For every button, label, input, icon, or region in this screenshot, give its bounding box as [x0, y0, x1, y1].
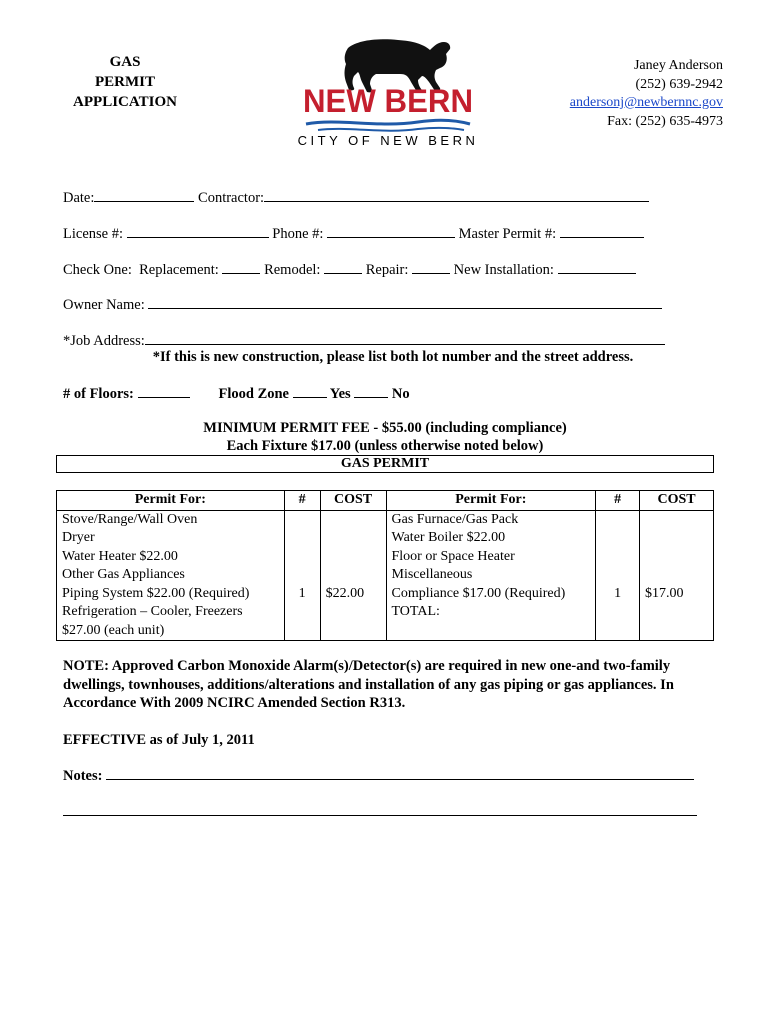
permit-item: Dryer	[62, 530, 95, 545]
owner-name-field[interactable]	[148, 295, 662, 309]
flood-zone-field[interactable]	[293, 384, 327, 398]
contact-name: Janey Anderson	[633, 58, 723, 73]
fee-table	[56, 490, 714, 641]
contractor-label: Contractor:	[198, 190, 265, 206]
city-logo	[288, 30, 488, 152]
title-line: GAS	[109, 54, 141, 70]
permit-item: Refrigeration – Cooler, Freezers	[62, 604, 243, 619]
phone-field[interactable]	[327, 224, 455, 238]
permit-item: Floor or Space Heater	[391, 548, 515, 564]
left-count-cell[interactable]	[284, 510, 320, 641]
table-body	[57, 510, 714, 641]
permit-item: Miscellaneous	[391, 567, 473, 582]
no-label: No	[391, 386, 410, 402]
column-header: COST	[320, 491, 386, 511]
owner-name-label: Owner Name:	[63, 297, 145, 313]
column-header: Permit For:	[386, 491, 596, 511]
svg-text:NEW BERN: NEW BERN	[303, 83, 473, 119]
permit-item: Compliance $17.00 (Required)	[391, 585, 566, 601]
column-header: Permit For:	[57, 491, 285, 511]
compliance-cost: $17.00	[645, 585, 684, 601]
title-line: PERMIT	[95, 74, 155, 90]
notes-field[interactable]	[106, 766, 694, 780]
permit-item: Gas Furnace/Gas Pack	[391, 511, 519, 527]
repair-field[interactable]	[412, 260, 450, 274]
repair-label: Repair:	[365, 262, 409, 278]
yes-label: Yes	[329, 386, 351, 402]
notes-label: Notes:	[63, 768, 103, 784]
new-installation-label: New Installation:	[453, 262, 554, 278]
check-one-row	[63, 260, 636, 279]
yes-field[interactable]	[354, 384, 388, 398]
permit-item: Stove/Range/Wall Oven	[62, 511, 198, 527]
table-header-row	[57, 491, 714, 511]
compliance-count: 1	[614, 585, 622, 601]
form-title	[60, 52, 190, 112]
phone-label: Phone #:	[272, 226, 324, 242]
contact-phone: (252) 639-2942	[635, 76, 723, 92]
column-header: #	[596, 491, 640, 511]
job-address-label: *Job Address:	[63, 333, 145, 349]
permit-item: Water Heater $22.00	[62, 548, 178, 564]
master-permit-field[interactable]	[560, 224, 644, 238]
permit-item: Water Boiler $22.00	[391, 530, 506, 545]
job-address-row	[63, 331, 665, 350]
contact-fax: Fax: (252) 635-4973	[607, 113, 723, 129]
contractor-field[interactable]	[264, 188, 649, 202]
date-contractor-row	[63, 188, 649, 207]
replacement-label: Replacement:	[139, 262, 219, 278]
flood-zone-label: Flood Zone	[218, 386, 289, 402]
gas-permit-banner: GAS PERMIT	[56, 455, 714, 473]
floors-label: # of Floors:	[63, 386, 134, 402]
permit-item: $27.00 (each unit)	[62, 622, 165, 638]
master-permit-label: Master Permit #:	[458, 226, 557, 242]
piping-count: 1	[298, 585, 306, 601]
column-header: COST	[640, 491, 714, 511]
effective-date: EFFECTIVE as of July 1, 2011	[63, 732, 255, 748]
column-header: #	[284, 491, 320, 511]
total-label: TOTAL:	[391, 604, 440, 619]
piping-cost: $22.00	[325, 585, 365, 601]
minimum-fee: MINIMUM PERMIT FEE - $55.00 (including compliance)	[203, 420, 567, 436]
new-construction-note: *If this is new construction, please list both lot number and the street address.	[152, 349, 634, 365]
carbon-monoxide-note: NOTE: Approved Carbon Monoxide Alarm(s)/Detector(s) are required in new one-and two-family dwellings, townhouses, additions/alterations and installation of any gas piping or gas appliances. In Accordance With 2009 NCIRC Amended Section R313.	[63, 658, 674, 711]
job-address-field[interactable]	[145, 331, 665, 345]
contact-block	[570, 57, 723, 131]
title-line: APPLICATION	[73, 94, 177, 110]
left-cost-cell[interactable]	[320, 510, 386, 641]
notes-field-line-2[interactable]	[63, 815, 697, 816]
license-row	[63, 224, 644, 243]
license-label: License #:	[63, 226, 123, 242]
permit-item: Piping System $22.00 (Required)	[62, 585, 250, 601]
logo-tagline: CITY OF NEW BERN	[297, 133, 479, 148]
left-items-cell	[57, 510, 285, 641]
check-one-label: Check One:	[63, 262, 132, 278]
remodel-label: Remodel:	[264, 262, 321, 278]
right-items-cell	[386, 510, 596, 641]
new-installation-field[interactable]	[558, 260, 636, 274]
right-count-cell[interactable]	[596, 510, 640, 641]
owner-row	[63, 295, 662, 314]
date-field[interactable]	[94, 188, 194, 202]
remodel-field[interactable]	[324, 260, 362, 274]
contact-email-link[interactable]: andersonj@newbernnc.gov	[569, 95, 723, 110]
date-label: Date:	[63, 190, 95, 206]
each-fixture-fee: Each Fixture $17.00 (unless otherwise noted below)	[226, 438, 544, 454]
permit-item: Other Gas Appliances	[62, 567, 185, 582]
license-field[interactable]	[127, 224, 269, 238]
floors-row	[63, 384, 410, 403]
floors-field[interactable]	[138, 384, 190, 398]
right-cost-cell[interactable]	[640, 510, 714, 641]
notes-row	[63, 766, 694, 785]
replacement-field[interactable]	[222, 260, 260, 274]
